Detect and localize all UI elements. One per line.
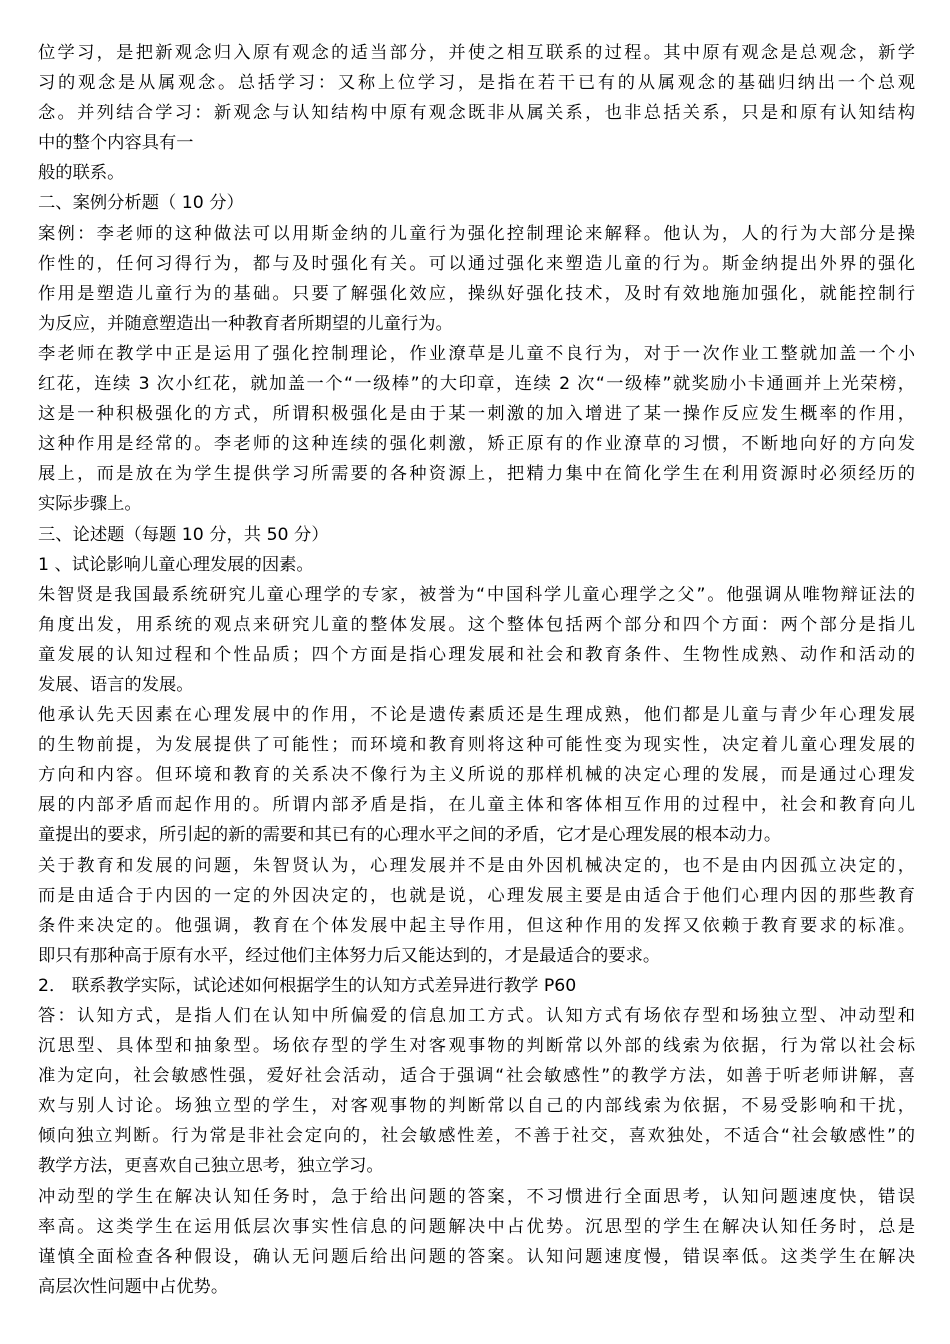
text-line: 展的内部矛盾而起作用的。所谓内部矛盾是指，在儿童主体和客体相互作用的过程中，社会和教育向儿 xyxy=(38,795,915,816)
text-line: 关于教育和发展的问题，朱智贤认为，心理发展并不是由外因机械决定的，也不是由内因孤立决定的， xyxy=(38,855,915,876)
text-line: 中的整个内容具有一 xyxy=(38,133,194,154)
text-line: 二、案例分析题（ 10 分） xyxy=(38,193,244,214)
text-line: 方向和内容。但环境和教育的关系决不像行为主义所说的那样机械的决定心理的发展，而是通过心理发 xyxy=(38,765,915,786)
text-line: 倾向独立判断。行为常是非社会定向的，社会敏感性差，不善于社交，喜欢独处，不适合“社会敏感性”的 xyxy=(38,1126,915,1147)
text-line: 冲动型的学生在解决认知任务时，急于给出问题的答案，不习惯进行全面思考，认知问题速度快，错误 xyxy=(38,1186,915,1207)
text-line: 即只有那种高于原有水平，经过他们主体努力后又能达到的，才是最适合的要求。 xyxy=(38,945,661,966)
text-line: 为反应，并随意塑造出一种教育者所期望的儿童行为。 xyxy=(38,313,453,334)
text-line: 案例：李老师的这种做法可以用斯金纳的儿童行为强化控制理论来解释。他认为，人的行为大部分是操 xyxy=(38,223,915,244)
text-line: 念。并列结合学习：新观念与认知结构中原有观念既非从属关系，也非总括关系，只是和原有认知结构 xyxy=(38,103,915,124)
text-line: 准为定向，社会敏感性强，爱好社会活动，适合于强调“社会敏感性”的教学方法，如善于听老师讲解，喜 xyxy=(38,1066,915,1087)
text-line: 1 、试论影响儿童心理发展的因素。 xyxy=(38,554,314,575)
text-line: 2． 联系教学实际，试论述如何根据学生的认知方式差异进行教学 P60 xyxy=(38,975,577,996)
text-line: 答：认知方式，是指人们在认知中所偏爱的信息加工方式。认知方式有场依存型和场独立型、冲动型和 xyxy=(38,1006,915,1026)
text-line: 位学习，是把新观念归入原有观念的适当部分，并使之相互联系的过程。其中原有观念是总观念，新学 xyxy=(38,43,915,63)
text-line: 率高。这类学生在运用低层次事实性信息的问题解决中占优势。沉思型的学生在解决认知任务时，总是 xyxy=(38,1216,915,1237)
text-line: 而是由适合于内因的一定的外因决定的，也就是说，心理发展主要是由适合于他们心理内因的那些教育 xyxy=(38,885,915,906)
text-line: 作用是塑造儿童行为的基础。只要了解强化效应，操纵好强化技术，及时有效地施加强化，就能控制行 xyxy=(38,283,915,304)
text-line: 三、论述题（每题 10 分，共 50 分） xyxy=(38,524,329,545)
text-line: 般的联系。 xyxy=(38,163,125,184)
text-line: 沉思型、具体型和抽象型。场依存型的学生对客观事物的判断常以外部的线索为依据，行为常以社会标 xyxy=(38,1036,915,1057)
document-body xyxy=(38,38,915,1302)
text-line: 欢与别人讨论。场独立型的学生，对客观事物的判断常以自己的内部线索为依据，不易受影响和干扰， xyxy=(38,1096,915,1117)
text-line: 条件来决定的。他强调，教育在个体发展中起主导作用，但这种作用的发挥又依赖于教育要求的标准。 xyxy=(38,915,915,936)
text-line: 实际步骤上。 xyxy=(38,494,142,515)
text-line: 李老师在教学中正是运用了强化控制理论，作业潦草是儿童不良行为，对于一次作业工整就加盖一个小 xyxy=(38,343,915,364)
text-line: 作性的，任何习得行为，都与及时强化有关。可以通过强化来塑造儿童的行为。斯金纳提出外界的强化 xyxy=(38,253,915,274)
text-line: 这是一种积极强化的方式，所谓积极强化是由于某一刺激的加入增进了某一操作反应发生概率的作用， xyxy=(38,404,915,425)
text-line: 他承认先天因素在心理发展中的作用，不论是遗传素质还是生理成熟，他们都是儿童与青少年心理发展 xyxy=(38,705,915,726)
text-line: 童提出的要求，所引起的新的需要和其已有的心理水平之间的矛盾，它才是心理发展的根本动力。 xyxy=(38,825,782,846)
text-line: 发展、语言的发展。 xyxy=(38,674,194,695)
text-line: 角度出发，用系统的观点来研究儿童的整体发展。这个整体包括两个部分和四个方面：两个部分是指儿 xyxy=(38,614,915,635)
text-line: 展上，而是放在为学生提供学习所需要的各种资源上，把精力集中在简化学生在利用资源时必须经历的 xyxy=(38,464,915,485)
text-line: 这种作用是经常的。李老师的这种连续的强化刺激，矫正原有的作业潦草的习惯，不断地向好的方向发 xyxy=(38,434,915,455)
text-line: 高层次性问题中占优势。 xyxy=(38,1276,229,1297)
text-line: 朱智贤是我国最系统研究儿童心理学的专家，被誉为“中国科学儿童心理学之父”。他强调从唯物辩证法的 xyxy=(38,584,915,605)
text-line: 的生物前提，为发展提供了可能性；而环境和教育则将这种可能性变为现实性，决定着儿童心理发展的 xyxy=(38,735,915,756)
text-line: 谨慎全面检查各种假设，确认无问题后给出问题的答案。认知问题速度慢，错误率低。这类学生在解决 xyxy=(38,1246,915,1267)
text-line: 童发展的认知过程和个性品质；四个方面是指心理发展和社会和教育条件、生物性成熟、动作和活动的 xyxy=(38,644,915,665)
text-line: 教学方法，更喜欢自己独立思考，独立学习。 xyxy=(38,1156,384,1177)
text-line: 红花，连续 3 次小红花，就加盖一个“一级棒”的大印章，连续 2 次“一级棒”就奖励小卡通画并上光荣榜， xyxy=(38,374,915,395)
text-line: 习的观念是从属观念。总括学习：又称上位学习，是指在若干已有的从属观念的基础归纳出一个总观 xyxy=(38,73,915,94)
